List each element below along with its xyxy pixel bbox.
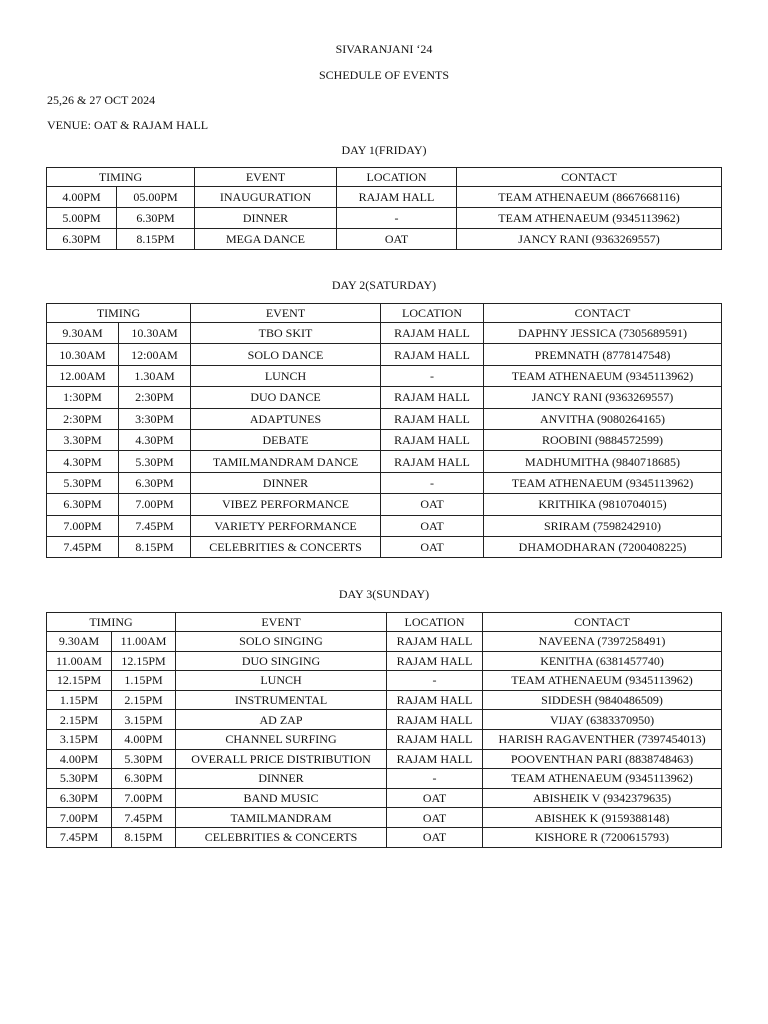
end-time-cell: 3.15PM — [112, 710, 176, 730]
event-cell: CHANNEL SURFING — [176, 729, 387, 749]
start-time-cell: 2:30PM — [47, 408, 119, 429]
location-cell: - — [337, 208, 457, 229]
table-row — [47, 451, 722, 472]
end-time-cell: 8.15PM — [112, 827, 176, 847]
contact-cell: TEAM ATHENAEUM (9345113962) — [457, 208, 722, 229]
location-cell: RAJAM HALL — [387, 710, 483, 730]
table-row — [47, 408, 722, 429]
contact-cell: TEAM ATHENAEUM (9345113962) — [484, 472, 722, 493]
contact-cell: JANCY RANI (9363269557) — [457, 229, 722, 250]
table-row — [47, 472, 722, 493]
contact-cell: KENITHA (6381457740) — [483, 651, 722, 671]
event-cell: DUO SINGING — [176, 651, 387, 671]
table-row — [47, 749, 722, 769]
contact-cell: ABISHEK K (9159388148) — [483, 808, 722, 828]
day-heading: DAY 3(SUNDAY) — [338, 587, 430, 601]
start-time-cell: 1.15PM — [47, 690, 112, 710]
table-row — [47, 729, 722, 749]
location-cell: - — [381, 472, 484, 493]
end-time-cell: 1.15PM — [112, 671, 176, 691]
start-time-cell: 4.00PM — [47, 749, 112, 769]
start-time-cell: 6.30PM — [47, 788, 112, 808]
start-time-cell: 7.00PM — [47, 808, 112, 828]
document-subtitle: SCHEDULE OF EVENTS — [318, 68, 449, 82]
table-row — [47, 710, 722, 730]
start-time-cell: 5.30PM — [47, 769, 112, 789]
table-row — [47, 323, 722, 344]
location-cell: RAJAM HALL — [387, 690, 483, 710]
event-header: EVENT — [191, 304, 381, 323]
table-row — [47, 690, 722, 710]
location-cell: RAJAM HALL — [381, 408, 484, 429]
start-time-cell: 3.30PM — [47, 429, 119, 450]
contact-cell: PREMNATH (8778147548) — [484, 344, 722, 365]
header-row — [47, 168, 722, 187]
contact-cell: KISHORE R (7200615793) — [483, 827, 722, 847]
start-time-cell: 12.15PM — [47, 671, 112, 691]
event-cell: VARIETY PERFORMANCE — [191, 515, 381, 536]
event-cell: TBO SKIT — [191, 323, 381, 344]
contact-cell: TEAM ATHENAEUM (9345113962) — [483, 671, 722, 691]
event-cell: AD ZAP — [176, 710, 387, 730]
table-row — [47, 229, 722, 250]
end-time-cell: 3:30PM — [119, 408, 191, 429]
event-cell: CELEBRITIES & CONCERTS — [176, 827, 387, 847]
location-cell: - — [387, 671, 483, 691]
table-row — [47, 208, 722, 229]
end-time-cell: 4.30PM — [119, 429, 191, 450]
location-cell: OAT — [387, 788, 483, 808]
location-cell: RAJAM HALL — [381, 323, 484, 344]
table-row — [47, 808, 722, 828]
location-cell: - — [381, 365, 484, 386]
event-cell: SOLO SINGING — [176, 632, 387, 652]
location-cell: RAJAM HALL — [381, 451, 484, 472]
contact-cell: DAPHNY JESSICA (7305689591) — [484, 323, 722, 344]
contact-header: CONTACT — [484, 304, 722, 323]
schedule-table-day-3 — [46, 612, 722, 848]
location-cell: RAJAM HALL — [387, 729, 483, 749]
location-cell: RAJAM HALL — [381, 387, 484, 408]
location-cell: RAJAM HALL — [381, 344, 484, 365]
event-cell: TAMILMANDRAM — [176, 808, 387, 828]
contact-cell: ANVITHA (9080264165) — [484, 408, 722, 429]
event-cell: INSTRUMENTAL — [176, 690, 387, 710]
end-time-cell: 8.15PM — [117, 229, 195, 250]
location-header: LOCATION — [387, 613, 483, 632]
event-cell: INAUGURATION — [195, 187, 337, 208]
contact-cell: POOVENTHAN PARI (8838748463) — [483, 749, 722, 769]
event-cell: MEGA DANCE — [195, 229, 337, 250]
event-header: EVENT — [195, 168, 337, 187]
event-header: EVENT — [176, 613, 387, 632]
day-heading: DAY 1(FRIDAY) — [341, 143, 427, 157]
start-time-cell: 7.45PM — [47, 827, 112, 847]
location-cell: RAJAM HALL — [387, 749, 483, 769]
start-time-cell: 7.45PM — [47, 536, 119, 557]
start-time-cell: 5.30PM — [47, 472, 119, 493]
location-cell: OAT — [381, 494, 484, 515]
end-time-cell: 7.45PM — [119, 515, 191, 536]
contact-cell: JANCY RANI (9363269557) — [484, 387, 722, 408]
start-time-cell: 10.30AM — [47, 344, 119, 365]
event-cell: DUO DANCE — [191, 387, 381, 408]
contact-cell: DHAMODHARAN (7200408225) — [484, 536, 722, 557]
schedule-table-day-2 — [46, 303, 722, 558]
location-cell: OAT — [337, 229, 457, 250]
table-row — [47, 788, 722, 808]
event-cell: ADAPTUNES — [191, 408, 381, 429]
end-time-cell: 2.15PM — [112, 690, 176, 710]
table-row — [47, 827, 722, 847]
event-cell: VIBEZ PERFORMANCE — [191, 494, 381, 515]
start-time-cell: 1:30PM — [47, 387, 119, 408]
location-cell: OAT — [381, 515, 484, 536]
end-time-cell: 1.30AM — [119, 365, 191, 386]
table-row — [47, 536, 722, 557]
table-row — [47, 344, 722, 365]
table-row — [47, 632, 722, 652]
table-row — [47, 515, 722, 536]
end-time-cell: 2:30PM — [119, 387, 191, 408]
end-time-cell: 7.00PM — [112, 788, 176, 808]
timing-header: TIMING — [47, 168, 195, 187]
start-time-cell: 9.30AM — [47, 323, 119, 344]
start-time-cell: 11.00AM — [47, 651, 112, 671]
start-time-cell: 6.30PM — [47, 229, 117, 250]
event-cell: DINNER — [191, 472, 381, 493]
end-time-cell: 4.00PM — [112, 729, 176, 749]
contact-header: CONTACT — [483, 613, 722, 632]
event-cell: TAMILMANDRAM DANCE — [191, 451, 381, 472]
end-time-cell: 7.00PM — [119, 494, 191, 515]
contact-cell: TEAM ATHENAEUM (9345113962) — [483, 769, 722, 789]
start-time-cell: 9.30AM — [47, 632, 112, 652]
end-time-cell: 05.00PM — [117, 187, 195, 208]
end-time-cell: 11.00AM — [112, 632, 176, 652]
event-cell: DINNER — [176, 769, 387, 789]
location-cell: OAT — [387, 808, 483, 828]
start-time-cell: 4.30PM — [47, 451, 119, 472]
event-cell: SOLO DANCE — [191, 344, 381, 365]
location-cell: RAJAM HALL — [387, 651, 483, 671]
contact-cell: ABISHEIK V (9342379635) — [483, 788, 722, 808]
end-time-cell: 6.30PM — [117, 208, 195, 229]
contact-cell: TEAM ATHENAEUM (8667668116) — [457, 187, 722, 208]
location-header: LOCATION — [337, 168, 457, 187]
end-time-cell: 6.30PM — [112, 769, 176, 789]
event-cell: BAND MUSIC — [176, 788, 387, 808]
table-row — [47, 187, 722, 208]
table-row — [47, 769, 722, 789]
contact-cell: HARISH RAGAVENTHER (7397454013) — [483, 729, 722, 749]
venue-line: VENUE: OAT & RAJAM HALL — [47, 118, 209, 132]
contact-cell: SRIRAM (7598242910) — [484, 515, 722, 536]
event-cell: OVERALL PRICE DISTRIBUTION — [176, 749, 387, 769]
table-row — [47, 365, 722, 386]
contact-cell: NAVEENA (7397258491) — [483, 632, 722, 652]
start-time-cell: 2.15PM — [47, 710, 112, 730]
end-time-cell: 6.30PM — [119, 472, 191, 493]
contact-cell: SIDDESH (9840486509) — [483, 690, 722, 710]
header-row — [47, 613, 722, 632]
timing-header: TIMING — [47, 613, 176, 632]
contact-header: CONTACT — [457, 168, 722, 187]
location-cell: - — [387, 769, 483, 789]
end-time-cell: 8.15PM — [119, 536, 191, 557]
timing-header: TIMING — [47, 304, 191, 323]
event-cell: CELEBRITIES & CONCERTS — [191, 536, 381, 557]
day-heading: DAY 2(SATURDAY) — [331, 278, 437, 292]
contact-cell: VIJAY (6383370950) — [483, 710, 722, 730]
table-row — [47, 651, 722, 671]
location-cell: OAT — [387, 827, 483, 847]
table-row — [47, 429, 722, 450]
contact-cell: MADHUMITHA (9840718685) — [484, 451, 722, 472]
location-cell: RAJAM HALL — [387, 632, 483, 652]
location-cell: OAT — [381, 536, 484, 557]
start-time-cell: 5.00PM — [47, 208, 117, 229]
start-time-cell: 6.30PM — [47, 494, 119, 515]
document-title: SIVARANJANI ‘24 — [335, 42, 433, 56]
location-header: LOCATION — [381, 304, 484, 323]
contact-cell: TEAM ATHENAEUM (9345113962) — [484, 365, 722, 386]
end-time-cell: 10.30AM — [119, 323, 191, 344]
location-cell: RAJAM HALL — [337, 187, 457, 208]
event-cell: DEBATE — [191, 429, 381, 450]
event-dates: 25,26 & 27 OCT 2024 — [47, 93, 156, 107]
start-time-cell: 7.00PM — [47, 515, 119, 536]
location-cell: RAJAM HALL — [381, 429, 484, 450]
start-time-cell: 3.15PM — [47, 729, 112, 749]
end-time-cell: 12:00AM — [119, 344, 191, 365]
start-time-cell: 12.00AM — [47, 365, 119, 386]
end-time-cell: 5.30PM — [119, 451, 191, 472]
contact-cell: KRITHIKA (9810704015) — [484, 494, 722, 515]
schedule-table-day-1 — [46, 167, 722, 250]
end-time-cell: 7.45PM — [112, 808, 176, 828]
table-row — [47, 494, 722, 515]
table-row — [47, 387, 722, 408]
header-row — [47, 304, 722, 323]
contact-cell: ROOBINI (9884572599) — [484, 429, 722, 450]
end-time-cell: 5.30PM — [112, 749, 176, 769]
start-time-cell: 4.00PM — [47, 187, 117, 208]
event-cell: LUNCH — [191, 365, 381, 386]
end-time-cell: 12.15PM — [112, 651, 176, 671]
table-row — [47, 671, 722, 691]
event-cell: DINNER — [195, 208, 337, 229]
event-cell: LUNCH — [176, 671, 387, 691]
